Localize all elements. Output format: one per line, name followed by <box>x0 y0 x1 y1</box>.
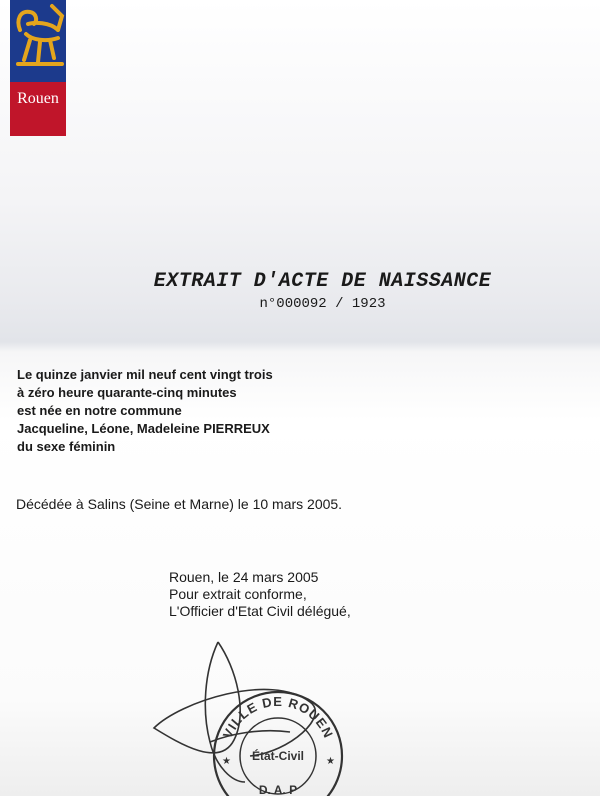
stamp-star-icon: ★ <box>222 756 231 767</box>
signature-place-date: Rouen, le 24 mars 2005 <box>169 569 319 585</box>
record-line: Jacqueline, Léone, Madeleine PIERREUX <box>17 421 270 436</box>
logo-city-name: Rouen <box>17 90 59 107</box>
record-line: est née en notre commune <box>17 403 182 418</box>
stamp-star-icon: ★ <box>326 756 335 767</box>
document-title: EXTRAIT D'ACTE DE NAISSANCE <box>153 270 492 293</box>
stamp-center-text: État-Civil <box>251 749 305 763</box>
birth-record <box>17 366 273 456</box>
record-line: Le quinze janvier mil neuf cent vingt trois <box>17 367 273 382</box>
signature-officer: L'Officier d'Etat Civil délégué, <box>169 603 351 619</box>
record-line: du sexe féminin <box>17 439 116 454</box>
stamp-bottom-text: D. A. P <box>258 783 298 796</box>
record-line: à zéro heure quarante-cinq minutes <box>17 385 237 400</box>
signature-certification: Pour extrait conforme, <box>169 586 307 602</box>
stamp-top-text: VILLE DE ROUEN <box>219 693 337 741</box>
rouen-logo <box>10 0 66 136</box>
record-number: n°000092 / 1923 <box>259 296 386 312</box>
death-note: Décédée à Salins (Seine et Marne) le 10 mars 2005. <box>16 496 343 512</box>
signature-block <box>169 569 351 620</box>
official-stamp <box>140 632 350 796</box>
